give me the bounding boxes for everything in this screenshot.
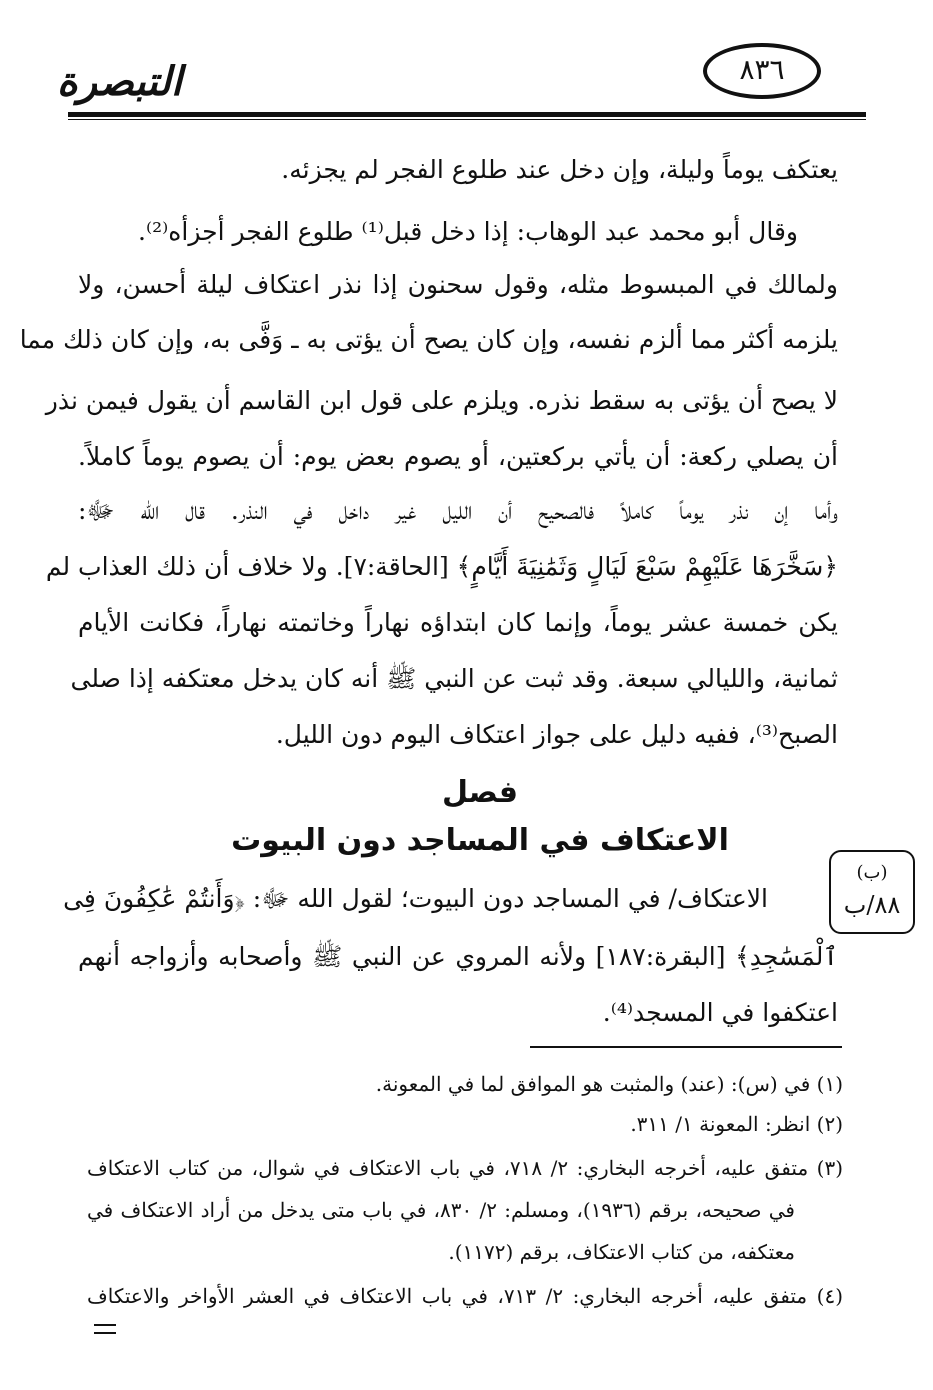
- body-line: ٱلْمَسَٰجِدِ﴾ [البقرة:١٨٧] ولأنه المروي عن النبي ﷺ وأصحابه وأزواجه أنهم: [78, 942, 838, 971]
- quran-verse-line: ﴿سَخَّرَهَا عَلَيْهِمْ سَبْعَ لَيَالٍ وَثَمَٰنِيَةَ أَيَّامٍ﴾ [الحاقة:٧]. ولا خلاف أن ذلك العذاب لم: [45, 552, 838, 581]
- body-line: يلزمه أكثر مما ألزم نفسه، وإن كان يصح أن يؤتى به ـ وَفَّى به، وإن كان ذلك مما: [19, 325, 838, 354]
- footnote-line: (١) في (س): (عند) والمثبت هو الموافق لما في المعونة.: [375, 1072, 843, 1096]
- body-line: وقال أبو محمد عبد الوهاب: إذا دخل قبل⁽¹⁾ طلوع الفجر أجزأه⁽²⁾.: [138, 217, 798, 246]
- manuscript-folio-note: [829, 850, 915, 934]
- folio-number: ٨٨/ب: [843, 891, 901, 919]
- body-line: أن يصلي ركعة: أن يأتي بركعتين، أو يصوم بعض يوم: أن يصوم يوماً كاملاً.: [78, 442, 838, 471]
- header-rule-thin: [68, 119, 866, 120]
- section-title: الاعتكاف في المساجد دون البيوت: [231, 823, 729, 858]
- continuation-mark-icon: [94, 1324, 116, 1334]
- body-line: لا يصح أن يؤتى به سقط نذره. ويلزم على قول ابن القاسم أن يقول فيمن نذر: [45, 386, 838, 415]
- footnote-line: في صحيحه، برقم (١٩٣٦)، ومسلم: ٢/ ٨٣٠، في باب متى يدخل من أراد الاعتكاف في: [87, 1198, 795, 1222]
- folio-label: (ب): [856, 862, 888, 883]
- book-title: التبصرة: [56, 58, 182, 105]
- body-line: الاعتكاف/ في المساجد دون البيوت؛ لقول الله ﷻ: ﴿وَأَنتُمْ عَٰكِفُونَ فِى: [63, 884, 768, 913]
- footnote-line: (٤) متفق عليه، أخرجه البخاري: ٢/ ٧١٣، في باب الاعتكاف في العشر الأواخر والاعتكاف: [87, 1284, 843, 1308]
- body-line: الصبح⁽³⁾، ففيه دليل على جواز اعتكاف اليوم دون الليل.: [275, 720, 838, 749]
- footnote-line: (٣) متفق عليه، أخرجه البخاري: ٢/ ٧١٨، في باب الاعتكاف في شوال، من كتاب الاعتكاف: [87, 1156, 844, 1180]
- body-line: وأما إن نذر يوماً كاملاً فالصحيح أن الليل غير داخل في النذر. قال الله ﷻ:: [78, 496, 838, 525]
- footnote-rule: [530, 1046, 842, 1048]
- body-line: اعتكفوا في المسجد⁽⁴⁾.: [602, 998, 838, 1027]
- header-rule: [68, 112, 866, 117]
- footnote-line: معتكفه، من كتاب الاعتكاف، برقم (١١٧٢).: [448, 1240, 795, 1264]
- body-line: ولمالك في المبسوط مثله، وقول سحنون إذا نذر اعتكاف ليلة أحسن، ولا: [78, 270, 838, 299]
- body-line: ثمانية، والليالي سبعة. وقد ثبت عن النبي ﷺ أنه كان يدخل معتكفه إذا صلى: [70, 664, 838, 693]
- footnote-line: (٢) انظر: المعونة ١/ ٣١١.: [630, 1112, 843, 1136]
- body-line: يكن خمسة عشر يوماً، وإنما كان ابتداؤه نهاراً وخاتمته نهاراً، فكانت الأيام: [78, 608, 838, 637]
- page-number: ٨٣٦: [739, 53, 785, 86]
- body-line: يعتكف يوماً وليلة، وإن دخل عند طلوع الفجر لم يجزئه.: [281, 155, 838, 184]
- section-label: فصل: [442, 775, 518, 810]
